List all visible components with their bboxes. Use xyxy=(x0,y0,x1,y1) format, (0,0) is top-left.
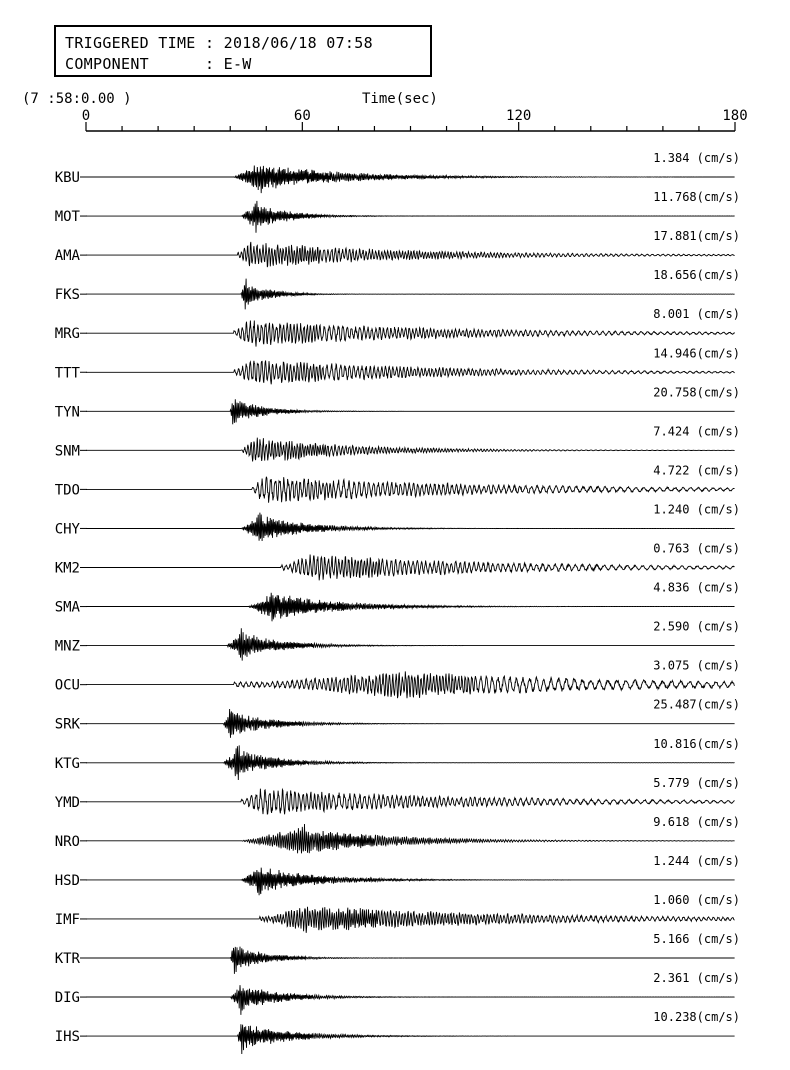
start-time-label: (7 :58:0.00 ) xyxy=(22,91,132,107)
waveform-trace xyxy=(86,555,735,581)
waveform-trace xyxy=(86,709,735,738)
station-label: IHS xyxy=(54,1029,80,1046)
x-axis-title: Time(sec) xyxy=(362,91,438,107)
waveform-trace xyxy=(86,361,735,385)
waveform-trace xyxy=(86,868,735,896)
station-label: TDO xyxy=(54,482,80,499)
station-label: DIG xyxy=(54,990,80,1007)
amplitude-label: 14.946(cm/s) xyxy=(653,346,740,361)
amplitude-label: 10.816(cm/s) xyxy=(653,736,740,751)
x-tick-label: 180 xyxy=(722,108,748,124)
waveform-trace xyxy=(86,321,735,347)
waveform-trace xyxy=(86,593,735,622)
waveform-trace xyxy=(86,671,735,698)
station-label: IMF xyxy=(54,911,80,928)
waveform-trace xyxy=(86,947,735,974)
waveform-trace xyxy=(86,438,735,462)
amplitude-label: 8.001 (cm/s) xyxy=(653,307,740,322)
waveform-trace xyxy=(86,513,735,541)
amplitude-label: 1.244 (cm/s) xyxy=(653,853,740,868)
amplitude-label: 1.384 (cm/s) xyxy=(653,151,740,165)
x-tick-label: 0 xyxy=(81,108,91,124)
waveform-trace xyxy=(86,628,735,660)
amplitude-label: 5.166 (cm/s) xyxy=(653,932,740,946)
amplitude-label: 18.656(cm/s) xyxy=(653,268,740,283)
station-label: KTG xyxy=(54,755,80,772)
amplitude-label: 0.763 (cm/s) xyxy=(653,541,740,556)
station-label: OCU xyxy=(54,677,80,694)
component-text: COMPONENT : E-W xyxy=(65,55,252,73)
station-label: SNM xyxy=(54,443,80,460)
waveform-trace xyxy=(86,201,735,233)
waveform-trace xyxy=(86,166,735,194)
amplitude-label: 2.361 (cm/s) xyxy=(653,971,740,986)
waveform-trace xyxy=(86,1024,735,1054)
amplitude-label: 25.487(cm/s) xyxy=(653,697,740,712)
station-label: MRG xyxy=(54,326,80,343)
station-label: KTR xyxy=(54,951,80,967)
amplitude-label: 2.590 (cm/s) xyxy=(653,619,740,634)
station-label: MNZ xyxy=(54,638,80,655)
station-label: YMD xyxy=(54,794,80,811)
station-label: MOT xyxy=(54,209,80,226)
waveform-trace xyxy=(86,824,735,853)
amplitude-label: 17.881(cm/s) xyxy=(653,229,740,244)
amplitude-label: 9.618 (cm/s) xyxy=(653,814,740,829)
station-label: TTT xyxy=(54,365,80,382)
waveform-trace xyxy=(86,399,735,424)
x-tick-label: 60 xyxy=(293,108,311,124)
x-tick-label: 120 xyxy=(506,108,532,124)
amplitude-label: 11.768(cm/s) xyxy=(653,190,740,205)
station-label: KM2 xyxy=(54,560,80,577)
station-label: HSD xyxy=(54,872,80,889)
amplitude-label: 4.722 (cm/s) xyxy=(653,463,740,478)
waveform-trace xyxy=(86,907,735,933)
amplitude-label: 20.758(cm/s) xyxy=(653,385,740,400)
station-label: NRO xyxy=(54,833,80,850)
station-label: TYN xyxy=(54,404,80,421)
waveform-trace xyxy=(86,242,735,267)
amplitude-label: 7.424 (cm/s) xyxy=(653,424,740,439)
station-label: FKS xyxy=(54,287,80,304)
waveform-trace xyxy=(86,477,735,503)
amplitude-label: 4.836 (cm/s) xyxy=(653,580,740,595)
waveform-trace xyxy=(86,279,735,310)
waveform-trace xyxy=(86,985,735,1015)
station-label: SRK xyxy=(54,716,80,733)
waveform-trace xyxy=(86,745,735,780)
amplitude-label: 1.060 (cm/s) xyxy=(653,892,740,907)
amplitude-label: 3.075 (cm/s) xyxy=(653,658,740,673)
station-label: AMA xyxy=(54,248,80,265)
amplitude-label: 10.238(cm/s) xyxy=(653,1010,740,1025)
station-label: CHY xyxy=(54,521,80,538)
waveform-trace xyxy=(86,789,735,815)
station-label: SMA xyxy=(54,599,80,616)
station-label: KBU xyxy=(54,170,80,186)
amplitude-label: 1.240 (cm/s) xyxy=(653,502,740,517)
amplitude-label: 5.779 (cm/s) xyxy=(653,775,740,790)
triggered-time-text: TRIGGERED TIME : 2018/06/18 07:58 xyxy=(65,34,373,52)
